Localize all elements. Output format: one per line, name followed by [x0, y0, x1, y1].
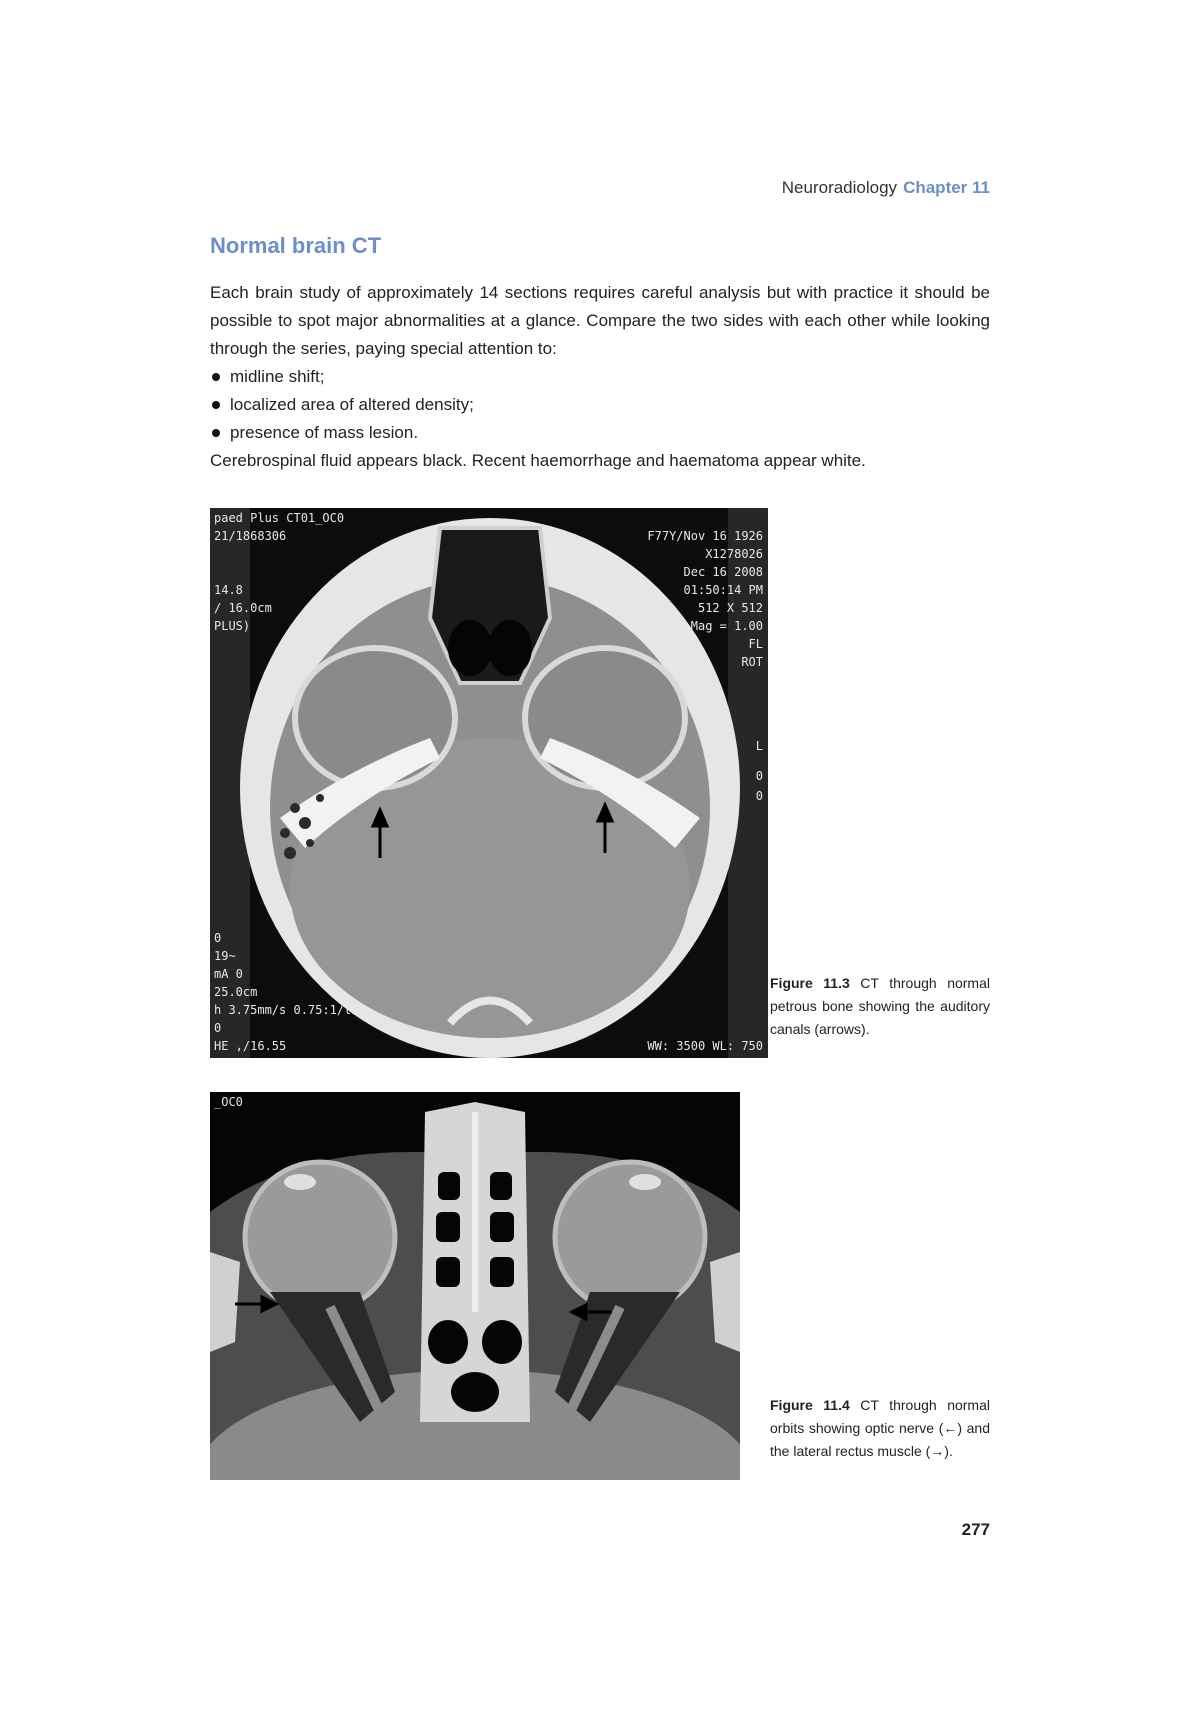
side-mark: 0 [755, 789, 763, 803]
overlay-line: 01:50:14 PM [683, 583, 763, 597]
overlay-line: _OC0 [214, 1095, 243, 1109]
ct-petrous-bone-image [210, 508, 768, 1058]
overlay-line: / 16.0cm [214, 601, 272, 615]
body-text [210, 279, 990, 475]
side-mark: L [755, 739, 763, 753]
running-head-book: Neuroradiology [781, 178, 898, 197]
overlay-line: 25.0cm [214, 985, 258, 999]
ct-orbits-scan [210, 1092, 740, 1480]
overlay-line: 14.8 [214, 583, 243, 597]
overlay-line: ROT [741, 655, 763, 669]
figure-11-4-caption [770, 1394, 990, 1463]
caption-text: CT through normal orbits showing optic nerve (←) and the lateral rectus muscle (→). [770, 1397, 990, 1459]
caption-text: CT through normal petrous bone showing the auditory canals (arrows). [770, 975, 990, 1037]
overlay-line: 512 X 512 [697, 601, 763, 615]
section-title: Normal brain CT [210, 233, 382, 258]
overlay-line: h 3.75mm/s 0.75:1/li [214, 1003, 359, 1017]
overlay-line: FL [748, 637, 763, 651]
attention-list [210, 363, 990, 447]
caption-label: Figure 11.4 [770, 1397, 850, 1413]
running-head [782, 178, 990, 198]
ct-orbits-image [210, 1092, 740, 1480]
intro-paragraph: Each brain study of approximately 14 sections requires careful analysis but with practice it should be possible to spot major abnormalities at a glance. Compare the two sides with each other while looking through the series, paying special attention to: [210, 283, 990, 358]
overlay-line: Mag = 1.00 [690, 619, 763, 633]
list-item: localized area of altered density; [210, 391, 990, 419]
overlay-line: paed Plus CT01_OC0 [214, 511, 345, 525]
figure-11-3-caption [770, 972, 990, 1041]
overlay-line: HE ,/16.55 [214, 1039, 287, 1053]
ct-petrous-bone-scan [210, 508, 768, 1058]
overlay-line: 21/1868306 [214, 529, 287, 543]
overlay-line: X1278026 [705, 547, 763, 561]
closing-paragraph: Cerebrospinal fluid appears black. Recent haemorrhage and haematoma appear white. [210, 451, 866, 470]
overlay-line: 0 [214, 1021, 222, 1035]
overlay-line: mA 0 [214, 967, 243, 981]
overlay-line: F77Y/Nov 16 1926 [647, 529, 763, 543]
list-item: presence of mass lesion. [210, 419, 990, 447]
list-item: midline shift; [210, 363, 990, 391]
overlay-line: PLUS) [214, 619, 251, 633]
overlay-window-level: WW: 3500 WL: 750 [647, 1039, 763, 1053]
overlay-line: Dec 16 2008 [683, 565, 763, 579]
overlay-line: 19~ [214, 949, 236, 963]
running-head-chapter: Chapter 11 [903, 178, 990, 197]
overlay-line: 0 [214, 931, 222, 945]
page-number: 277 [961, 1520, 990, 1539]
caption-label: Figure 11.3 [770, 975, 850, 991]
side-mark: 0 [755, 769, 763, 783]
